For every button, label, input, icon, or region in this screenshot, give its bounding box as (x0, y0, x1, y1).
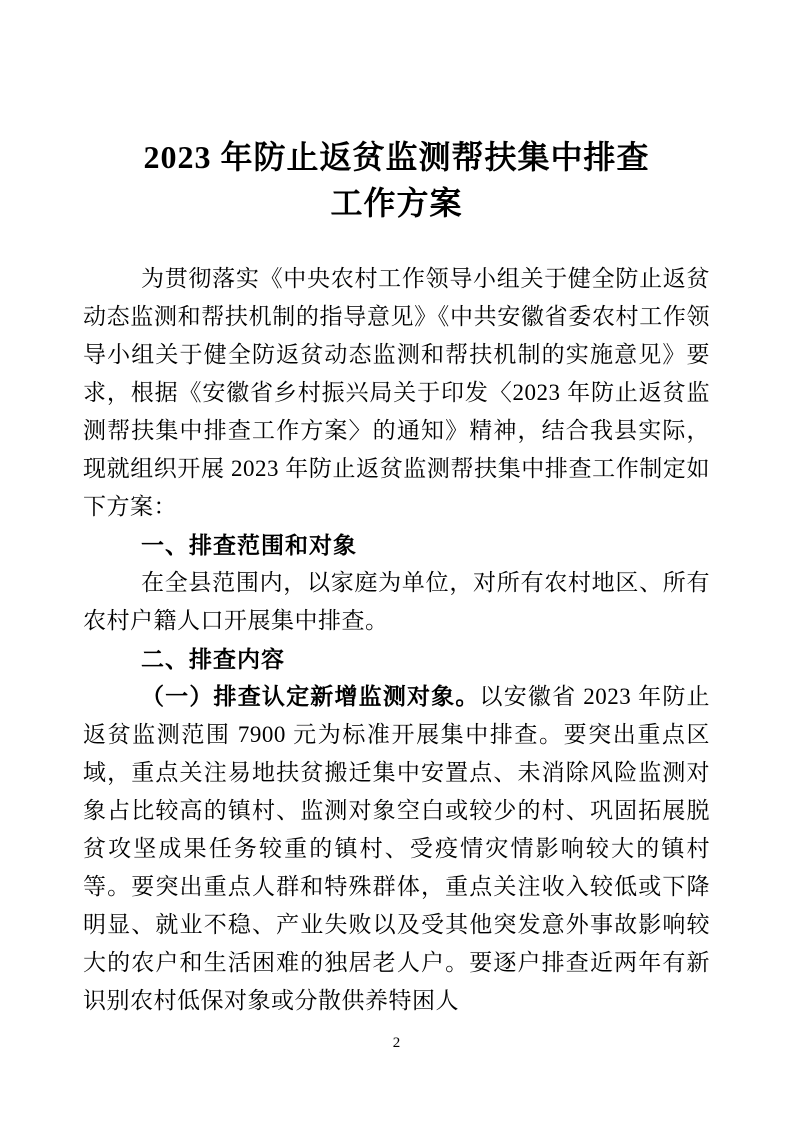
item-1-paragraph (83, 678, 710, 1020)
section-1-heading: 一、排查范围和对象 (141, 532, 357, 558)
section-2-heading: 二、排查内容 (141, 646, 285, 672)
document-title (0, 134, 793, 226)
document-body (83, 260, 710, 1020)
title-line-1: 2023 年防止返贫监测帮扶集中排查 (143, 139, 650, 175)
item-1-text: 以安徽省 2023 年防止返贫监测范围 7900 元为标准开展集中排查。要突出重点区域，重点关注易地扶贫搬迁集中安置点、未消除风险监测对象占比较高的镇村、监测对象空白或较少的村、巩固拓展脱贫攻坚成果任务较重的镇村、受疫情灾情影响较大的镇村等。要突出重点人群和特殊群体，重点关注收入较低或下降明显、就业不稳、产业失败以及受其他突发意外事故影响较大的农户和生活困难的独居老人户。要逐户排查近两年有新识别农村低保对象或分散供养特困人 (83, 684, 711, 1013)
title-line-2: 工作方案 (330, 185, 463, 221)
page-number: 2 (392, 1035, 401, 1051)
section-1-paragraph: 在全县范围内，以家庭为单位，对所有农村地区、所有农村户籍人口开展集中排查。 (83, 570, 710, 633)
intro-paragraph: 为贯彻落实《中央农村工作领导小组关于健全防止返贫动态监测和帮扶机制的指导意见》《中共安徽省委农村工作领导小组关于健全防返贫动态监测和帮扶机制的实施意见》要求，根据《安徽省乡村振兴局关于印发〈2023 年防止返贫监测帮扶集中排查工作方案〉的通知》精神，结合我县实际，现就组织开展 2023 年防止返贫监测帮扶集中排查工作制定如下方案： (83, 266, 710, 519)
item-1-lead: （一）排查认定新增监测对象。 (141, 684, 480, 709)
